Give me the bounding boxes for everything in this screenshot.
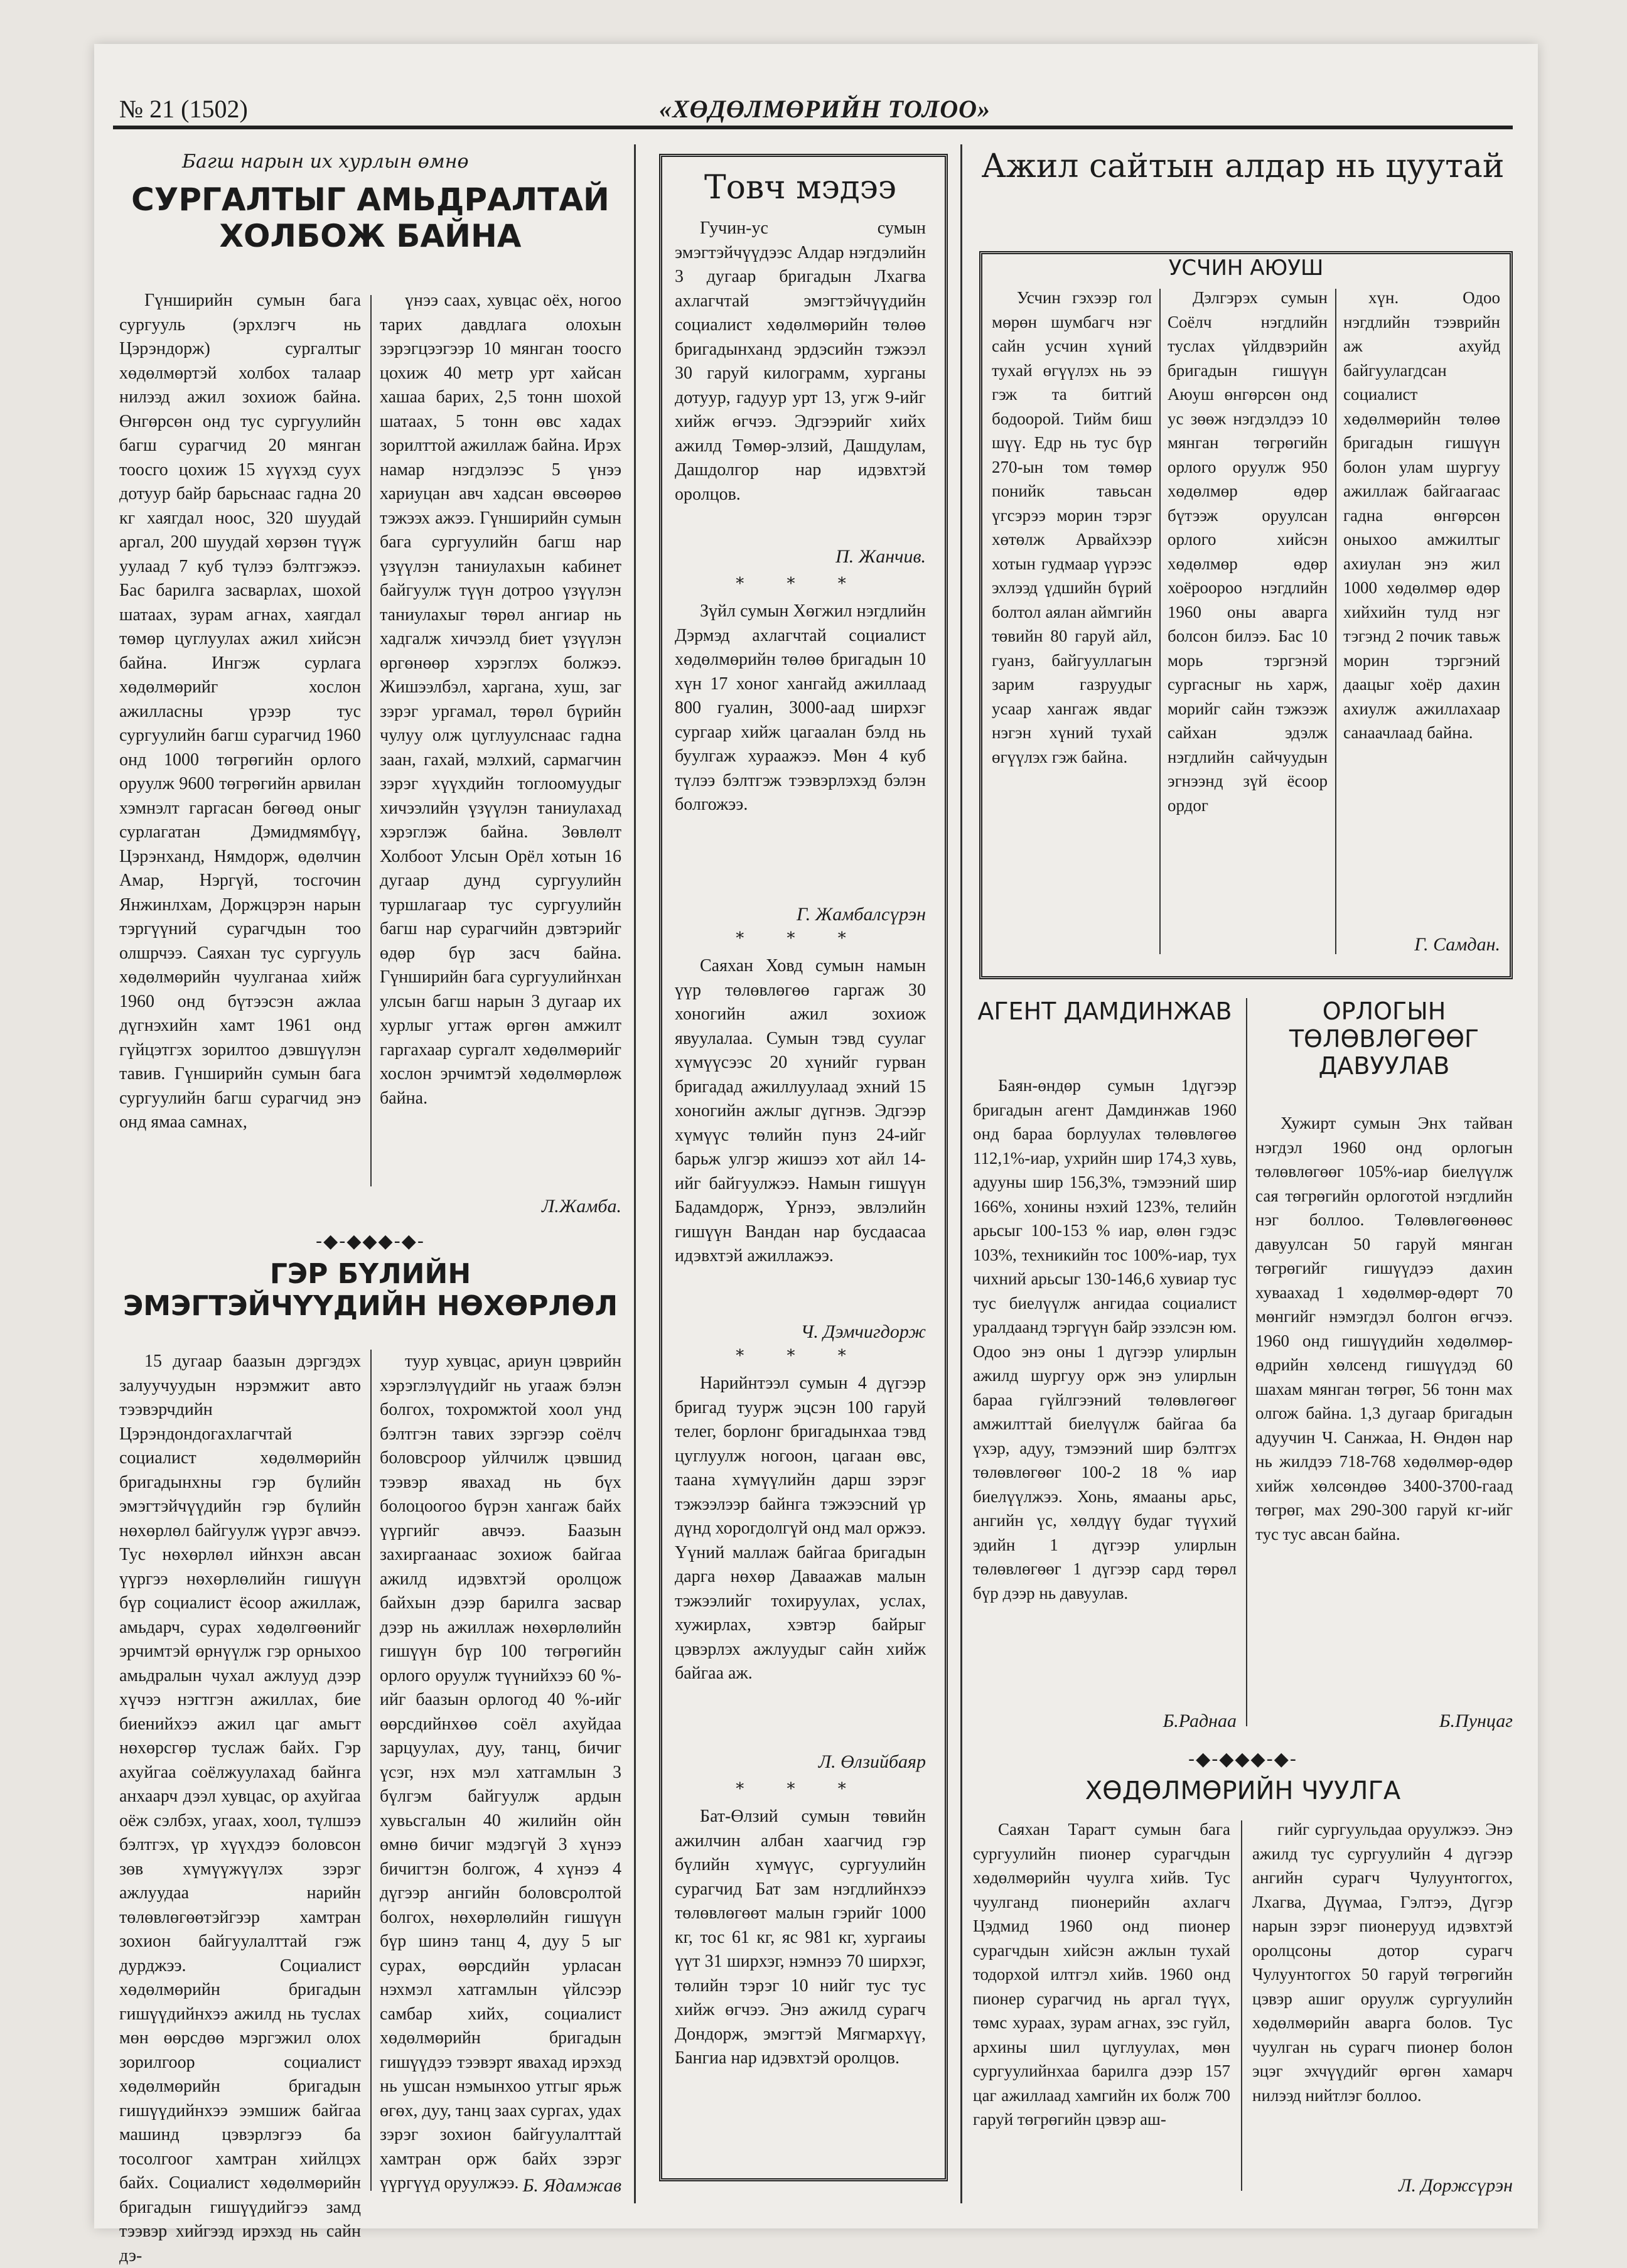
column-divider xyxy=(1335,289,1336,954)
box-subtitle: УСЧИН АЮУШ xyxy=(1168,255,1324,281)
separator: * * * xyxy=(736,1346,865,1365)
column-divider xyxy=(370,295,372,1186)
article-column xyxy=(1255,1111,1513,1695)
column-divider xyxy=(370,1350,372,2191)
ornament: -◆-◆◆◆-◆- xyxy=(316,1230,425,1252)
article-title: СУРГАЛТЫГ АМЬДРАЛТАЙ ХОЛБОЖ БАЙНА xyxy=(131,181,609,254)
news-signature: П. Жанчив. xyxy=(835,546,926,567)
article-title: ОРЛОГЫН ТӨЛӨВЛӨГӨӨГ ДАВУУЛАВ xyxy=(1289,997,1479,1080)
column-divider xyxy=(1241,1820,1242,2191)
article-column xyxy=(119,289,361,1193)
column-divider xyxy=(634,144,636,2203)
article-text: туур хувцас, ариун цэврийн хэрэглэлүүдийг нь угааж бэлэн болгох, тохромжтой хоол унд бэлтгэн тавих зэргээр соёлч боловсроор уйлчилж цэвшид тээвэр явахад нь бүх болоцоогоо бүрэн хангаж байх үүргийг авчээ. Баазын захиргаанаас зохиож байгаа ажилд идэвхтэй оролцож байхын дээр барилга засвар дээр нь ажиллаж нөхөрлөлийн гишүүн бүр 100 төгрөгийн орлого оруулж түүнийхээ 60 %-ийг баазын орлогод 40 %-ийг өөрсдийнхөө соёл ахуйдаа зарцуулах, дуу, танц, бичиг үсэг, нэх мэл хатгамлын 3 бүлгэм байгуулж ардын хувьсгалын 40 жилийн ойн өмнө бичиг мэдэгүй 3 хүнээ бичигтэн болгож, 4 хүнээ 4 дүгээр ангийн боловсролтой болгох, нөхөрлөлийн гишүүн бүр шинэ танц 4, дуу 5 ыг сурах, өөрсдийн урласан нэхмэл хатгамлын үйлсээр самбар хийх, социалист хөдөлмөрийн бригадын гишүүдээ тээвэрт явахад ирэхэд нь ушсан нэмынхоо утгыг ярьж өгөх, дуу, танц заах сургах, удах зэрэг зохион байгуулалттай хамтран орж байх зэрэг үүргүүд оруулжээ. xyxy=(380,1352,621,2193)
separator: * * * xyxy=(736,929,865,948)
news-signature: Г. Жамбалсүрэн xyxy=(796,904,926,925)
article-signature: Л.Жамба. xyxy=(541,1196,621,1217)
article-column xyxy=(119,1350,361,2265)
news-text: Зүйл сумын Хөгжил нэгдлийн Дэрмэд ахлагчтай социалист хөдөлмөрийн төлөө бригадын 10 хүн 17 хоног хангайд ажиллаад 800 гуалин, 3000-аад ширхэг сургаар хийж цагаалан бэлд нь буулгаж хураажээ. Мөн 4 куб түлээ бэлтгэж тээвэрлэхэд бэлэн болгожээ. xyxy=(675,601,926,814)
news-text: Бат-Өлзий сумын төвийн ажилчин албан хаагчид гэр бүлийн хүмүүс, сургуулийн сурагчид Бат зам нэгдлийнхээ төлөвлөгөөт малын гэрийг 1000 кг, тос 61 кг, яс 981 кг, хургаиы үүт 31 ширхэг, нэмнээ 70 ширхэг, төлийн тэрэг 10 нийг тус тус хийж өгчээ. Энэ ажилд сурагч Дондорж, эмэгтэй Мягмархүү, Бангиа нар идэвхтэй оролцов. xyxy=(675,1807,926,2068)
news-item xyxy=(675,599,926,901)
article-text: Гүнширийн сумын бага сургууль (эрхлэгч нь Цэрэндорж) сургалтыг хөдөлмөртэй холбох талаар нилээд ажил зохиож байна. Өнгөрсөн онд тус сургуулийн багш сурагчид 20 мянган тоосго цохиж 15 хүүхэд суух дотуур байр барьснаас гадна 20 кг хаягдал ноос, 320 шуудай аргал, 200 шуудай хөрзөн түүж уулаад 7 куб түлээ бэлтгэжээ. Бас барилга засварлах, шохой шатаах, зурам агнах, хаягдал төмөр цуглуулах ажил хийсэн байна. Ингэж сурлага хөдөлмөрийг хослон ажилласны үрээр тус сургуулийн багш сурагчид 1960 онд 1000 төгрөгийн орлого оруулж 9600 төгрөгийн арвилан хэмнэлт гаргасан бөгөөд оныг сурлагатан Дэмидмямбүү, Цэрэнханд, Нямдорж, өдөлчин Амар, Нэргүй, тосгочин Янжинлхам, Доржцэрэн нарын тэргүүний сурагчдын тоо олшрчээ. Саяхан тус сургууль хөдөлмөрийн чуулганаа хийж 1960 онд бүтээсэн ажлаа дүгнэхийн хамт 1961 онд гүйцэтгэх зорилтоо дэвшүүлэн тавив. Гүнширийн сумын бага сургуулийн багш сурагчид энэ онд ямаа самнах, xyxy=(119,291,361,1132)
article-column xyxy=(1252,1817,1513,2169)
news-item xyxy=(675,1805,926,2156)
separator: * * * xyxy=(736,574,865,593)
news-text: Саяхан Ховд сумын намын үүр төлөвлөгөө гаргаж 30 хоногийн ажил зохиож явуулалаа. Сумын тэвд суулаг хүмүүсээс 20 хүнийг гурван бригадад ажиллуулаад эхний 15 хоногийн ажлыг дүгнэв. Эдгээр хүмүүс төлийн пунз 24-ийг барьж улгэр жишээ хот айл 14-ийг байгуулжээ. Намын гишүүн Бадамдорж, Үрнээ, эвлэлийн гишүүн Вандан нар бусдаасаа идэвхтэй ажиллажээ. xyxy=(675,956,926,1266)
article-signature: Б. Ядамжав xyxy=(522,2175,621,2196)
article-signature: Л. Доржсүрэн xyxy=(1399,2175,1513,2196)
column-divider xyxy=(960,144,962,2203)
article-text: Баян-өндөр сумын 1дүгээр бригадын агент Дамдинжав 1960 онд бараа борлуулах төлөвлөгөө 112,1%-иар, ухрийн шир 174,3 хувь, адууны шир 156,3%, тэмээний шир 166%, хонины нэхий 123%, телийн арьсыг 100-153 % иар, өлөн гэдэс 103%, техникийн тос 100%-иар, тух чихний арьсыг 130-146,6 хувиар тус тус биелүүлж ангидаа социалист уралдаанд тэргүүн байр эзэлсэн юм. Одоо энэ оны 1 дүгээр улирлын ажилд шургуу орж энэ улирлын бараа гүйлгээний төлөвлөгөөг амжилттай биелүүлж байгаа ба үхэр, адуу, тэмээний шир бэлтгэх төлөвлөгөөг 100-2 18 % иар биелүүлжээ. Хонь, ямааны арьс, ангийн үс, хөлдүү будаг түүхий эдийн 1 дүгээр улирлын төлөвлөгөөг 1 дүгээр сард төрөл бүр дээр нь давуулав. xyxy=(973,1076,1237,1603)
box-title: Ажил сайтын алдар нь цуутай xyxy=(981,148,1505,185)
separator: * * * xyxy=(736,1780,865,1798)
newspaper-page xyxy=(94,44,1538,2265)
article-title: АГЕНТ ДАМДИНЖАВ xyxy=(977,997,1232,1025)
box-column xyxy=(992,286,1152,964)
article-title: ГЭР БҮЛИЙН ЭМЭГТЭЙЧҮҮДИЙН НӨХӨРЛӨЛ xyxy=(122,1258,618,1322)
article-kicker: Багш нарын их хурлын өмнө xyxy=(182,151,469,173)
news-item xyxy=(675,1372,926,1748)
news-signature: Ч. Дэмчигдорж xyxy=(800,1321,926,1342)
issue-number: № 21 (1502) xyxy=(119,95,248,123)
news-signature: Л. Өлзийбаяр xyxy=(818,1751,926,1772)
news-text: Гучин-ус сумын эмэгтэйчүүдээс Алдар нэгдэлийн 3 дугаар бригадын Лхагва ахлагчтай эмэгтэйчүүдийн социалист хөдөлмөрийн төлөө бригадынханд эрдэсийн тэжээл 30 гаруй килограмм, хурганы дотуур, гадуур урт 13, угж 9-ийг хийж өгчээ. Эдгээрийг хийх ажилд Төмөр-элзий, Дашдулам, Дашдолгор нар идэвхтэй оролцов. xyxy=(675,218,926,504)
newspaper-title: «ХӨДӨЛМӨРИЙН ТОЛОО» xyxy=(659,95,991,123)
article-title: ХӨДӨЛМӨРИЙН ЧУУЛГА xyxy=(1085,1776,1401,1805)
news-title: Товч мэдээ xyxy=(704,169,896,207)
article-text: гийг сургуульдаа оруулжээ. Энэ ажилд тус сургуулийн 4 дүгээр ангийн сурагч Чулуунтоггох, Лхагва, Дүүмаа, Гэлтээ, Дүгэр нарын зэрэг пионерууд идэвхтэй оролцсоны дотор сурагч Чулуунтоггох 50 гаруй төгрөгийн цэвэр ашиг оруулж сургуулийн хөдөлмөрийн аварга болов. Тус чуулган нь сурагч пионер болон эцэг эхчүүдийг өргөн хамарч нилээд нийтлэг боллоо. xyxy=(1252,1820,1513,2105)
column-divider xyxy=(1159,289,1161,954)
article-signature: Б.Раднаа xyxy=(1163,1711,1237,1731)
box-signature: Г. Самдан. xyxy=(1414,934,1500,955)
column-divider xyxy=(1246,998,1247,1726)
ornament: -◆-◆◆◆-◆- xyxy=(1188,1748,1297,1770)
article-column xyxy=(973,1073,1237,1707)
news-item xyxy=(675,217,926,543)
article-text: Хужирт сумын Энх тайван нэгдэл 1960 онд орлогын төлөвлөгөөг 105%-иар биелүүлж сая төгрөгийн орлоготой нэгдлийн нэг боллоо. Төлөвлөгөөнөөс давуулсан 50 гаруй мянган төгрөгийг гишүүдээ дахин хуваахад 1 хөдөлмөр-өдөрт 70 мөнгийг нэмэгдэл болгон өгчээ. 1960 онд гишүүдийн хөдөлмөр-өдрийн хөлсенд гишүүдэд 60 шахам мянган төгрөг, 56 тонн мах олгож байна. 1,3 дугаар бригадын адуучин Ч. Санжаа, Н. Өндөн нар нь жилдээ 718-768 хөдөлмөр-өдөр хийж хөлсөндөө 3400-3700-гаад төгрөг, мах 290-300 гаруй кг-ийг тус тус авсан байна. xyxy=(1255,1114,1513,1544)
box-text: Усчин гэхээр гол мөрөн шумбагч нэг сайн усчин хүний тухай өгүүлэх нь ээ гэж та битгий бодоорой. Тийм биш шүү. Едр нь тус бүр 270-ын том төмөр понийк тавьсан үгсэрээ морин тэрэг хөтөлж Арвайхээр хотын гудмаар үүрээс эхлээд үдшийн бүрий болтол аялан аймгийн төвийн 80 гаруй айл, гуанз, байгууллагын зарим газруудыг усаар хангаж явдаг нэгэн хүний тухай өгүүлэх гэж байна. xyxy=(992,288,1152,766)
news-text: Нарийнтээл сумын 4 дүгээр бригад туурж эцсэн 100 гаруй телег, борлонг бригадынхаа тэвд цуглуулж ногоон, цагаан өвс, таана хүмүүлийн дарш зэрэг тэжээлээр байнга тэжээсний үр дүнд хорогдолгүй онд мал оржээ. Үүний маллаж байгаа бригадын дарга нөхөр Даваажав малын тэжээлийг тохируулах, услах, хужирлах, хэвтэр байрыг цэвэрлэх ажлуудыг сайн хийж байгаа аж. xyxy=(675,1373,926,1683)
article-text: үнээ саах, хувцас оёх, ногоо тарих давдлага олохын зэрэгцээгээр 10 мянган тоосго цохиж 40 метр урт хайсан хашаа барих, 2,5 тонн шохой шатаах, 5 тонн өвс хадах зорилттой ажиллаж байна. Ирэх намар нэгдэлээс 5 үнээ хариуцан авч хадсан өвсөөрөө тэжээх ажээ. Гүнширийн сумын бага сургуулийн багш нар үзүүлэн таниулахын кабинет байгуулж түүн дотроо үзүүлэн таниулахыг төрөл ангиар нь хадгалж хичээлд биет үзүүлэн өргөнөөр хэрэглэх болжээ. Жишээлбэл, харгана, хуш, заг зэрэг ургамал, төрөл бүрийн чулуу олж цуглуулснаас гадна заан, гахай, мэлхий, сармагчин зэрэг хүүхдийн тоглоомуудыг хичээлийн үзүүлэн таниулахад хэрэглэж байна. Зөвлөлт Холбоот Улсын Орёл хотын 16 дугаар дунд сургуулийн туршлагаар тус сургуулийн багш нар сурагчийн дэвтэрийг өдөр бүр засч байна. Гүнширийн бага сургуулийнхан улсын багш нарын 3 дугаар их хурлыг угтаж өргөн амжилт гаргахаар сургалт хөдөлмөрийг хослон эрчимтэй хөдөлмөрлөж байна. xyxy=(380,291,621,1108)
masthead-rule xyxy=(113,126,1513,129)
news-item xyxy=(675,954,926,1318)
box-column xyxy=(1168,286,1328,964)
article-column xyxy=(380,289,621,1193)
box-text: хүн. Одоо нэгдлийн тээврийн аж ахуйд байгуулагдсан социалист хөдөлмөрийн төлөө бригадын гишүүн болон улам шургуу ажиллаж байгаагаас гадна өнгөрсөн оныхоо амжилтыг ахиулан энэ жил 1000 хөдөлмөр өдөр хийхийн тулд нэг тэгэнд 2 почик тавьж морин тэргэний даацыг хоёр дахин ахиулж ажиллахаар санаачлаад байна. xyxy=(1343,288,1500,742)
box-column xyxy=(1343,286,1500,932)
article-column xyxy=(973,1817,1230,2194)
article-signature: Б.Пунцаг xyxy=(1439,1711,1513,1731)
article-text: Саяхан Тарагт сумын бага сургуулийн пионер сурагчдын хөдөлмөрийн чуулга хийв. Тус чуулганд пионерийн ахлагч Цэдмид 1960 онд пионер сурагчдын хийсэн ажлын тухай тодорхой илтгэл хийв. 1960 онд пионер сурагчид нь аргал түүх, төмс хураах, зурам агнах, зэс гуйл, архины шил цуглуулах, мөн сургуулийнхаа барилга дээр 157 цаг ажиллаад хамгийн их болж 700 гаруй төгрөгийн цэвэр аш- xyxy=(973,1820,1230,2129)
article-text: 15 дугаар баазын дэргэдэх залуучуудын нэрэмжит авто тээвэрчдийн Цэрэндондогахлагчтай социалист хөдөлмөрийн бригадынхны гэр бүлийн эмэгтэйчүүдийн гэр бүлийн нөхөрлөл байгуулж үүрэг авчээ. Тус нөхөрлөл ийнхэн авсан үүргээ нөхөрлөлийн гишүүн бүр социалист ёсоор ажиллаж, амьдарч, сурах хөдөлгөөнийг эрчимтэй өрнүүлж гэр орныхоо амьдралын чухал ажлууд дээр хүчээ нэгтгэн ажиллах, бие биенийхээ ажил цаг амьгт нөхөрсгөр туслаж байх. Гэр ахуйгаа соёлжуулахад байнга анхаарч дээл хувцас, ор ахуйгаа оёж сэлбэх, угаах, хоол, түлшээ бэлтгэх, үр хүүхдээ боловсон зөв хүмүүжүүлэх зэрэг ажлуудаа нарийн төлөвлөгөөтэйгээр хамтран зохион байгуулалттай гэж дурджээ. Социалист хөдөлмөрийн бригадын гишүүдийнхээ ажилд нь туслах мөн өөрсдөө мэргэжил олох зорилгоор социалист хөдөлмөрийн бригадын гишүүдийнхээ ээмшиж байгаа машинд цэвэрлэгээ ба тосолгоог хамтран хийлцэх байх. Социалист хөдөлмөрийн бригадын гишүүдийгээ замд тээвэр хийгээд ирэхэд нь сайн дэ- xyxy=(119,1352,361,2265)
box-text: Дэлгэрэх сумын Соёлч нэгдлийн туслах үйлдвэрийн бригадын гишүүн Аюуш өнгөрсөн онд ус зөөж нэгдэлдээ 10 мянган төгрөгийн орлого оруулж 950 хөдөлмөр өдөр бүтээж оруулсан орлого хийсэн хөдөлмөр өдөр хоёроороо нэгдлийн 1960 оны аварга болсон билээ. Бас 10 морь тэргэнэй сургасныг нь харж, морийг сайн тэжээж сайхан эдэлж нэгдлийн сайчуудын эгнээнд зүй ёсоор ордог xyxy=(1168,288,1328,815)
